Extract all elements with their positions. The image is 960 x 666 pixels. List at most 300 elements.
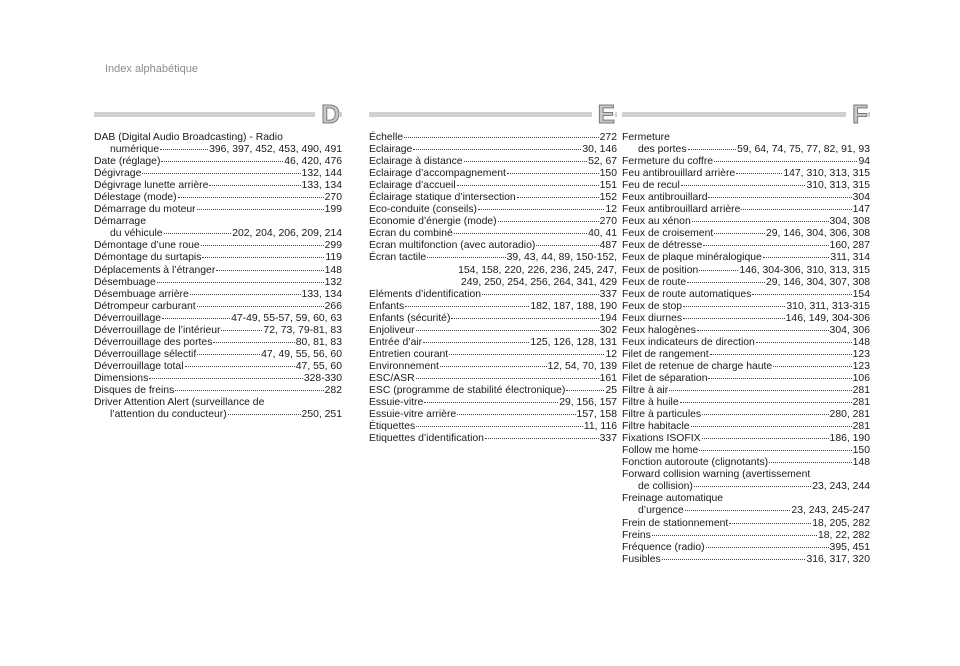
index-entry-term: Démontage du surtapis (94, 252, 202, 264)
index-entry-pages: 72, 73, 79-81, 83 (263, 324, 342, 336)
index-entry-term: Déverrouillage total (94, 360, 184, 372)
index-entry (94, 277, 342, 289)
index-entry-pages: 148 (324, 264, 342, 276)
index-entry-term: Freins (622, 529, 651, 541)
dot-leader (517, 197, 599, 198)
index-entry (369, 289, 617, 301)
index-entry-pages: 310, 313, 315 (806, 180, 870, 192)
index-entry (622, 132, 870, 144)
dot-leader (451, 318, 598, 319)
index-entry (369, 132, 617, 144)
index-entry-term: Eclairage d’accompagnement (369, 168, 506, 180)
dot-leader (756, 342, 852, 343)
index-entry-term: Enjoliveur (369, 324, 415, 336)
index-entry-term: Entretien courant (369, 348, 449, 360)
index-entry-term: Filet de retenue de charge haute (622, 360, 773, 372)
index-entry-term: Filet de séparation (622, 372, 708, 384)
index-entry-term: Disques de freins (94, 384, 175, 396)
dot-leader (566, 390, 604, 391)
index-entry-pages: 133, 134 (301, 180, 342, 192)
index-entry (94, 289, 342, 301)
index-entry-term: Désembuage (94, 276, 156, 288)
index-entry (622, 518, 870, 530)
index-entry-pages: 47-49, 55-57, 59, 60, 63 (231, 312, 342, 324)
index-entry (369, 156, 617, 168)
index-entry-term: Dégivrage (94, 168, 142, 180)
index-entry-pages: 80, 81, 83 (295, 336, 342, 348)
index-entry (94, 313, 342, 325)
index-entry (94, 228, 342, 240)
section-header (369, 100, 617, 130)
index-entry-term: numérique (110, 144, 160, 156)
index-entry-pages: 12, 54, 70, 139 (547, 360, 617, 372)
dot-leader (454, 233, 587, 234)
index-entry (94, 361, 342, 373)
index-entry-pages: 25 (605, 384, 617, 396)
dot-leader (149, 378, 303, 379)
dot-leader (457, 185, 599, 186)
dot-leader (221, 330, 262, 331)
dot-leader (702, 414, 828, 415)
dot-leader (691, 426, 852, 427)
index-entry (369, 252, 617, 264)
index-entry-term: Feux de détresse (622, 240, 703, 252)
index-entry (94, 132, 342, 144)
index-entry (622, 192, 870, 204)
dot-leader (685, 510, 791, 511)
index-entry-term: Fréquence (radio) (622, 541, 705, 553)
index-entry-pages: 151 (599, 180, 617, 192)
dot-leader (683, 306, 785, 307)
index-entry (369, 301, 617, 313)
section-divider (94, 112, 342, 117)
index-entry-term: Freinage automatique (622, 493, 724, 505)
index-entry (369, 361, 617, 373)
index-entry-term: Economie d’énergie (mode) (369, 216, 497, 228)
index-entry (94, 180, 342, 192)
dot-leader (706, 547, 829, 548)
index-entry-term: Filtre à huile (622, 397, 679, 409)
dot-leader (197, 306, 324, 307)
index-entry-term: Ecran du combiné (369, 228, 453, 240)
index-entry-term: Date (réglage) (94, 156, 161, 168)
index-entry-term: Ecran multifonction (avec autoradio) (369, 240, 536, 252)
index-entry (622, 252, 870, 264)
index-entry-pages: 123 (852, 360, 870, 372)
index-entry-term: Déverrouillage de l’intérieur (94, 324, 221, 336)
dot-leader (197, 209, 324, 210)
dot-leader (498, 221, 599, 222)
index-entry-term: d’urgence (638, 505, 684, 517)
index-entry (622, 313, 870, 325)
index-entry-pages: 337 (599, 433, 617, 445)
index-entry (94, 216, 342, 228)
index-entry (369, 337, 617, 349)
index-entry-term: Feux halogènes (622, 324, 696, 336)
index-entry-term: l’attention du conducteur) (110, 409, 227, 421)
index-entry (94, 192, 342, 204)
dot-leader (763, 257, 830, 258)
index-entry (94, 325, 342, 337)
index-entry-term: Dimensions (94, 372, 149, 384)
index-entry (622, 421, 870, 433)
dot-leader (201, 245, 324, 246)
dot-leader (405, 306, 529, 307)
index-entry-pages: 160, 287 (829, 240, 870, 252)
index-entry-term: ESC/ASR (369, 372, 415, 384)
index-entry-term: Détrompeur carburant (94, 300, 196, 312)
index-entry-term: Follow me home (622, 445, 699, 457)
dot-leader (161, 161, 283, 162)
index-entry (94, 265, 342, 277)
index-entry-term: Étiquettes (369, 421, 416, 433)
index-entry-pages: 18, 22, 282 (818, 529, 870, 541)
dot-leader (662, 559, 806, 560)
dot-leader (175, 390, 323, 391)
dot-leader (708, 197, 851, 198)
index-entry-term: Déverrouillage (94, 312, 161, 324)
dot-leader (213, 342, 294, 343)
index-entry-term: Fonction autoroute (clignotants) (622, 457, 769, 469)
index-entry (622, 156, 870, 168)
dot-leader (457, 414, 575, 415)
index-entry-pages: 29, 146, 304, 307, 308 (766, 276, 870, 288)
index-entry-pages: 148 (852, 457, 870, 469)
index-entry-term: Dégivrage lunette arrière (94, 180, 209, 192)
index-entry-pages: 396, 397, 452, 453, 490, 491 (209, 144, 342, 156)
index-entry (94, 349, 342, 361)
index-entry-term: Fermeture du coffre (622, 156, 714, 168)
index-entry-pages: 119 (325, 252, 342, 264)
index-entry-term: Feux de plaque minéralogique (622, 252, 762, 264)
index-entry-pages: 194 (599, 312, 617, 324)
index-entry-term: Filtre à air (622, 384, 669, 396)
index-entry (369, 373, 617, 385)
index-entry (622, 385, 870, 397)
index-entry (622, 228, 870, 240)
index-entry-term: Etiquettes d’identification (369, 433, 484, 445)
dot-leader (416, 426, 583, 427)
index-entry-term: Démarrage du moteur (94, 204, 196, 216)
dot-leader (507, 173, 599, 174)
dot-leader (160, 149, 208, 150)
index-entry-term: Échelle (369, 132, 404, 143)
index-entry-pages: 150 (852, 445, 870, 457)
index-entry-pages: 148 (852, 336, 870, 348)
index-entry-pages: 266 (324, 300, 342, 312)
index-entry (94, 168, 342, 180)
index-entry (622, 433, 870, 445)
index-entry (94, 252, 342, 264)
section-divider (369, 112, 617, 117)
index-entry (369, 433, 617, 445)
section-letter: D (315, 100, 340, 128)
index-entry-pages: 395, 451 (829, 541, 870, 553)
dot-leader (216, 270, 323, 271)
dot-leader (416, 330, 599, 331)
index-entry-pages: 270 (324, 192, 342, 204)
index-entry-pages: 23, 243, 245-247 (791, 505, 870, 517)
index-entry (622, 204, 870, 216)
index-entry-pages: 282 (324, 384, 342, 396)
index-entry-term: Feu de recul (622, 180, 680, 192)
index-entry-term: du véhicule (110, 228, 163, 240)
index-entry-term: Enfants (sécurité) (369, 312, 451, 324)
index-entry-pages: 304, 306 (829, 324, 870, 336)
index-entry-term: Filtre à particules (622, 409, 702, 421)
index-entry-pages: 47, 55, 60 (295, 360, 342, 372)
dot-leader (228, 414, 301, 415)
index-entry (622, 542, 870, 554)
index-entry-term: Feux de position (622, 264, 699, 276)
index-entry-term: Fermeture (622, 132, 670, 143)
section-header (94, 100, 342, 130)
dot-leader (741, 209, 851, 210)
dot-leader (485, 438, 599, 439)
index-entry-term: Eclairage d’accueil (369, 180, 456, 192)
section-letter: F (846, 100, 868, 128)
index-entry-pages: 186, 190 (829, 433, 870, 445)
dot-leader (703, 245, 828, 246)
dot-leader (699, 450, 851, 451)
index-entry (622, 265, 870, 277)
index-entry-term: Entrée d’air (369, 336, 423, 348)
index-entry-term: Feux de croisement (622, 228, 714, 240)
index-entry (622, 530, 870, 542)
index-entry-pages: 316, 317, 320 (806, 553, 870, 565)
index-entry (94, 385, 342, 397)
index-entry-term: Feux de route (622, 276, 687, 288)
index-entry-pages: 40, 41 (588, 228, 617, 240)
index-entry-pages: 311, 314 (830, 252, 870, 264)
index-entry (622, 277, 870, 289)
dot-leader (536, 245, 598, 246)
index-entry-pages: 106 (852, 372, 870, 384)
index-entry-pages: 270 (599, 216, 617, 228)
index-entry-pages: 18, 205, 282 (812, 517, 870, 529)
dot-leader (688, 149, 737, 150)
index-entry-term: Filet de rangement (622, 348, 709, 360)
index-entry (94, 409, 342, 421)
index-entry-pages: 133, 134 (301, 288, 342, 300)
index-entry (622, 289, 870, 301)
index-entry (622, 180, 870, 192)
index-entry (622, 168, 870, 180)
index-entry-list (369, 132, 617, 445)
index-entry (622, 554, 870, 566)
index-entry-pages: 199 (324, 204, 342, 216)
dot-leader (162, 318, 230, 319)
index-entry (622, 301, 870, 313)
index-entry-pages: 304 (852, 192, 870, 204)
section-letter: E (592, 100, 615, 128)
index-entry (94, 144, 342, 156)
index-entry-term: Feu antibrouillard arrière (622, 168, 736, 180)
index-entry-term: Déverrouillage sélectif (94, 348, 197, 360)
index-entry (622, 373, 870, 385)
index-entry-pages: 281 (852, 384, 870, 396)
dot-leader (729, 523, 811, 524)
index-entry-term: Filtre habitacle (622, 421, 690, 433)
index-entry (94, 301, 342, 313)
index-entry (369, 265, 617, 277)
index-entry-term: Déverrouillage des portes (94, 336, 213, 348)
dot-leader (669, 390, 851, 391)
index-entry (622, 397, 870, 409)
index-entry-pages: 30, 146 (582, 144, 617, 156)
index-entry-pages: 250, 251 (301, 409, 342, 421)
index-entry (94, 240, 342, 252)
index-entry-term: Démarrage (94, 216, 146, 228)
index-entry-pages: 310, 311, 313-315 (786, 300, 870, 312)
index-entry-term: Démontage d’une roue (94, 240, 200, 252)
index-entry-pages: 12 (605, 204, 617, 216)
index-entry-term: Eclairage à distance (369, 156, 463, 168)
index-entry (369, 409, 617, 421)
index-entry-term: Fusibles (622, 553, 661, 565)
dot-leader (424, 402, 558, 403)
index-entry (369, 240, 617, 252)
index-entry-pages: 132 (324, 276, 342, 288)
index-entry-pages: 147, 310, 313, 315 (783, 168, 870, 180)
index-entry-term: Écran tactile (369, 252, 427, 264)
index-entry-list (622, 132, 870, 566)
dot-leader (652, 535, 817, 536)
index-section-d (94, 100, 342, 421)
index-entry-pages: 182, 187, 188, 190 (530, 300, 617, 312)
index-entry-pages: 280, 281 (829, 409, 870, 421)
index-entry-pages: 154 (852, 288, 870, 300)
dot-leader (423, 342, 529, 343)
dot-leader (478, 209, 604, 210)
index-entry-term: Feux diurnes (622, 312, 683, 324)
index-entry-term: Frein de stationnement (622, 517, 729, 529)
index-entry-pages: 487 (599, 240, 617, 252)
dot-leader (157, 282, 324, 283)
index-entry-pages: 302 (599, 324, 617, 336)
index-entry-term: Fixations ISOFIX (622, 433, 701, 445)
index-entry-term: Enfants (369, 300, 405, 312)
index-entry (622, 469, 870, 481)
index-entry-term: Feux au xénon (622, 216, 691, 228)
index-entry (369, 204, 617, 216)
index-entry-term: Environnement (369, 360, 439, 372)
index-entry (369, 144, 617, 156)
index-entry (94, 337, 342, 349)
dot-leader (692, 221, 829, 222)
index-entry (622, 216, 870, 228)
dot-leader (202, 257, 324, 258)
index-entry (94, 397, 342, 409)
index-entry (622, 240, 870, 252)
dot-leader (687, 282, 765, 283)
dot-leader (427, 257, 505, 258)
index-entry (369, 192, 617, 204)
index-entry-pages: 299 (324, 240, 342, 252)
index-entry (622, 144, 870, 156)
dot-leader (413, 149, 581, 150)
dot-leader (699, 270, 738, 271)
dot-leader (185, 366, 295, 367)
dot-leader (769, 462, 852, 463)
dot-leader (464, 161, 588, 162)
index-entry-term: Feux antibrouillard arrière (622, 204, 741, 216)
dot-leader (416, 378, 599, 379)
dot-leader (708, 378, 851, 379)
index-entry (94, 156, 342, 168)
index-entry (622, 445, 870, 457)
index-entry-pages: 328-330 (303, 372, 342, 384)
index-entry-term: Éclairage statique d’intersection (369, 192, 516, 204)
index-entry-pages: 47, 49, 55, 56, 60 (261, 348, 342, 360)
index-entry (622, 409, 870, 421)
index-entry-pages: 152 (599, 192, 617, 204)
index-entry-pages: 161 (599, 372, 617, 384)
index-entry-term: Déplacements à l’étranger (94, 264, 216, 276)
index-entry (369, 168, 617, 180)
index-entry-pages: 39, 43, 44, 89, 150-152, (506, 252, 617, 264)
dot-leader (714, 233, 765, 234)
index-entry-pages: 146, 304-306, 310, 313, 315 (739, 264, 870, 276)
index-entry-pages: 23, 243, 244 (812, 481, 870, 493)
index-entry-pages: 52, 67 (588, 156, 617, 168)
index-entry-term: Feux de route automatiques (622, 288, 752, 300)
dot-leader (440, 366, 547, 367)
section-header (622, 100, 870, 130)
dot-leader (142, 173, 300, 174)
index-entry (369, 421, 617, 433)
dot-leader (680, 402, 852, 403)
index-entry-term: Driver Attention Alert (surveillance de (94, 397, 265, 409)
index-entry-pages: 337 (599, 288, 617, 300)
index-entry-pages: 304, 308 (829, 216, 870, 228)
index-entry-pages: 281 (852, 397, 870, 409)
dot-leader (449, 354, 604, 355)
index-entry-pages: 281 (852, 421, 870, 433)
index-entry-pages: 12 (605, 348, 617, 360)
index-entry (622, 457, 870, 469)
index-entry-pages: 146, 149, 304-306 (785, 312, 870, 324)
index-entry-term: Eclairage (369, 144, 413, 156)
dot-leader (736, 173, 782, 174)
index-entry (622, 493, 870, 505)
index-entry-pages: 123 (852, 348, 870, 360)
index-entry-term: Eléments d’identification (369, 288, 482, 300)
index-entry-term: Essuie-vitre (369, 397, 424, 409)
index-entry (622, 361, 870, 373)
index-entry-list (94, 132, 342, 421)
index-entry-pages: 59, 64, 74, 75, 77, 82, 91, 93 (737, 144, 870, 156)
dot-leader (710, 354, 852, 355)
dot-leader (482, 294, 599, 295)
dot-leader (694, 486, 811, 487)
dot-leader (178, 197, 324, 198)
index-entry-pages: 132, 144 (301, 168, 342, 180)
dot-leader (702, 438, 829, 439)
index-entry (369, 180, 617, 192)
index-entry-term: de collision) (638, 481, 693, 493)
dot-leader (773, 366, 851, 367)
index-entry-pages: 249, 250, 254, 256, 264, 341, 429 (461, 276, 617, 288)
index-entry-term: DAB (Digital Audio Broadcasting) - Radio (94, 132, 283, 143)
index-entry-pages: 154, 158, 220, 226, 236, 245, 247, (458, 264, 617, 276)
dot-leader (714, 161, 857, 162)
section-divider (622, 112, 870, 117)
index-entry-term: Feux de stop (622, 300, 683, 312)
index-entry-pages: 29, 146, 304, 306, 308 (766, 228, 870, 240)
dot-leader (190, 294, 301, 295)
dot-leader (752, 294, 851, 295)
